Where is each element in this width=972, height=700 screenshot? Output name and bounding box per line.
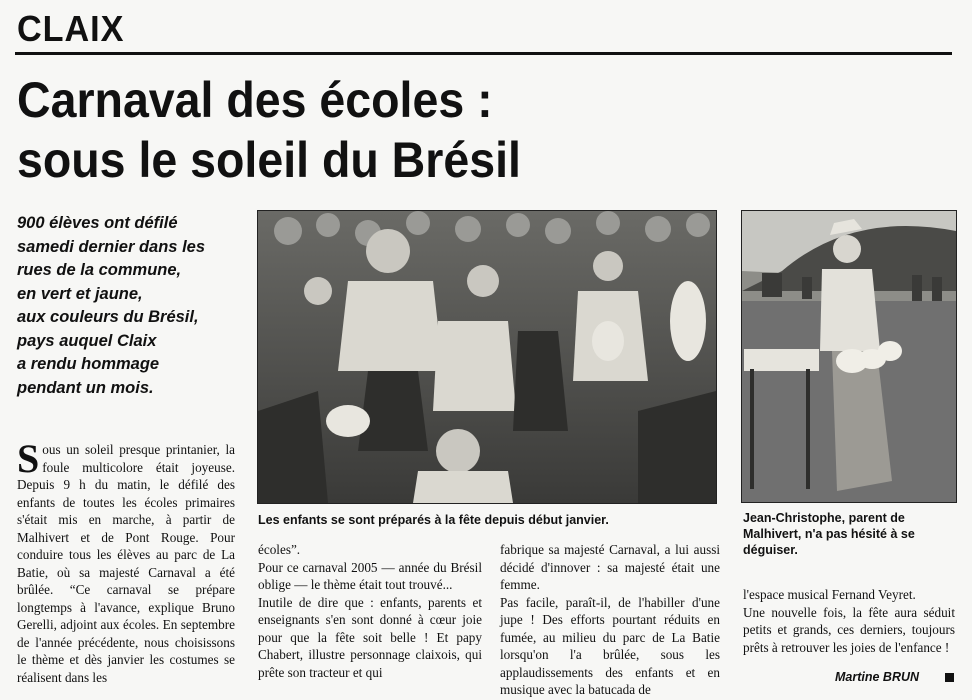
- headline-line-2: sous le soleil du Brésil: [17, 132, 521, 188]
- photo-children-carnival: [257, 210, 717, 504]
- body-paragraph: l'espace musical Fernand Veyret.: [743, 587, 916, 602]
- body-paragraph: Inutile de dire que : enfants, parents et enseignants s'en sont donné à cœur joie pour que la fête soit belle ! Et papy Chabert, illustre personnage claixois, qui prête son tracteur et qui: [258, 594, 482, 680]
- headline-line-1: Carnaval des écoles :: [17, 72, 493, 128]
- lead-line: rues de la commune,: [17, 261, 182, 279]
- section-rule: [15, 52, 952, 55]
- lead-line: 900 élèves ont défilé: [17, 214, 178, 232]
- body-column-4: [743, 586, 955, 656]
- section-heading: CLAIX: [17, 8, 125, 49]
- lead-line: pendant un mois.: [17, 378, 154, 397]
- body-column-2: [258, 541, 482, 681]
- body-paragraph: écoles”.: [258, 542, 301, 557]
- lead-line: aux couleurs du Brésil,: [17, 308, 199, 326]
- body-paragraph: Une nouvelle fois, la fête aura séduit petits et grands, ces derniers, toujours prêts à retrouver les joies de l'enfance !: [743, 604, 955, 655]
- headline: [17, 70, 668, 190]
- body-paragraph: Pour ce carnaval 2005 — année du Brésil oblige — le thème était tout trouvé...: [258, 559, 482, 592]
- body-paragraph: fabrique sa majesté Carnaval, a lui aussi décidé d'innover : sa majesté était une femme.: [500, 542, 720, 592]
- body-paragraph: Pas facile, paraît-il, de l'habiller d'une jupe ! Des efforts pourtant réduits en fumée, au milieu du parc de La Batie lorsqu'on l'a brûlée, sous les applaudissements des enfants et en musique avec la batucada de: [500, 594, 720, 697]
- body-column-1: [17, 436, 235, 686]
- drop-cap: S: [17, 436, 40, 481]
- lead-line: a rendu hommage: [17, 355, 160, 373]
- lead-line: en vert et jaune,: [17, 284, 143, 303]
- body-column-3: [500, 541, 720, 699]
- photo-caption-1: Les enfants se sont préparés à la fête depuis début janvier.: [258, 513, 609, 527]
- body-text: ous un soleil presque printanier, la foule multicolore était joyeuse. Depuis 9 h du matin, le défilé des enfants de toutes les écoles primaires s'était mis en marche, à partir de Malhivert et de Pont Rouge. Pour conduire tous les élèves au parc de La Batie, où sa majesté Carnaval a été brûlée. “Ce carnaval se prépare longtemps à l'avance, explique Bruno Gerelli, adjoint aux écoles. En septembre de l'année précédente, nous choisissons le thème et dès janvier les costumes se réalisent dans les: [17, 442, 235, 685]
- lead-paragraph: [17, 212, 247, 400]
- lead-line: samedi dernier dans les: [17, 237, 206, 256]
- lead-line: pays auquel Claix: [17, 331, 157, 350]
- photo-parent-costume: [741, 210, 957, 503]
- author-byline: Martine BRUN: [835, 670, 920, 684]
- end-mark: [945, 673, 954, 682]
- photo-caption-2: Jean-Christophe, parent de Malhivert, n'a pas hésité à se déguiser.: [743, 511, 915, 557]
